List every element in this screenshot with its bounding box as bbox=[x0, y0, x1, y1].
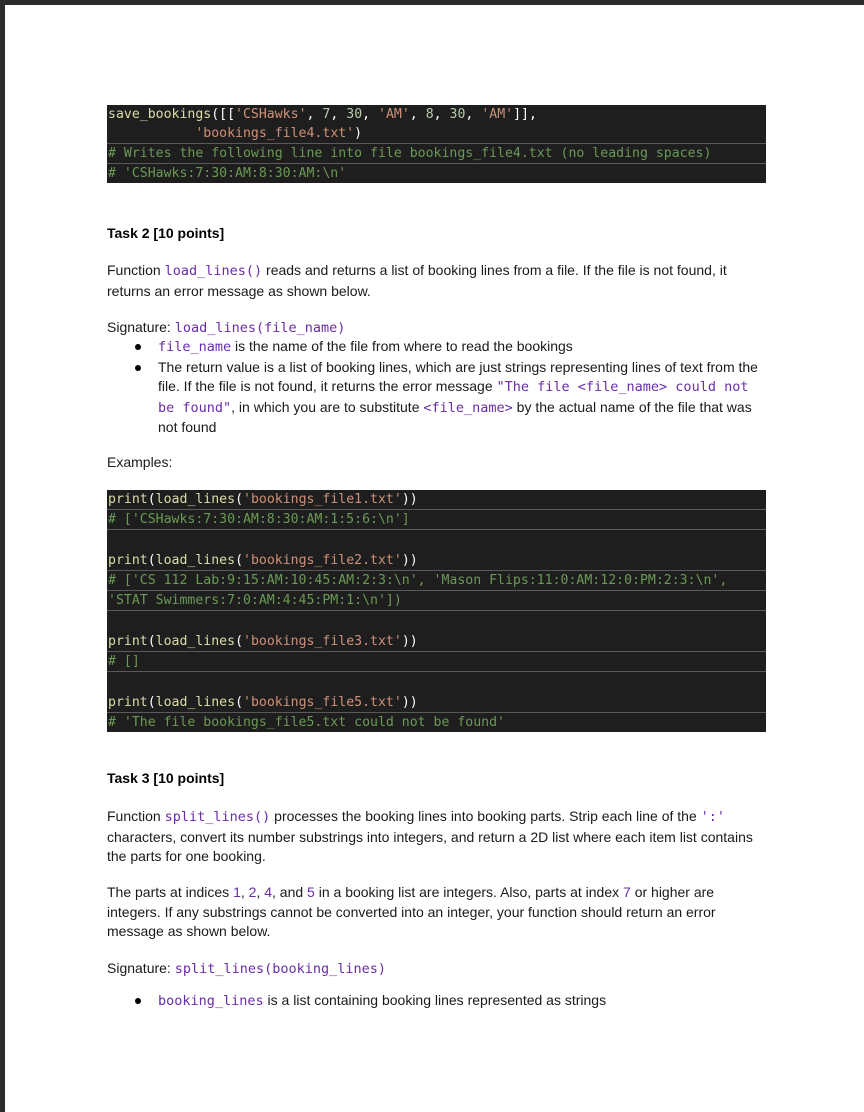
code-comment bbox=[107, 591, 766, 611]
code-line bbox=[107, 551, 766, 570]
code-token: , bbox=[306, 107, 323, 122]
bullet-icon bbox=[135, 998, 141, 1004]
code-comment bbox=[107, 570, 766, 591]
code-token: , bbox=[362, 107, 379, 122]
code-token: # [] bbox=[108, 654, 140, 669]
code-token: ( bbox=[235, 634, 244, 649]
code-token: # Writes the following line into file bookings_file4.txt (no leading spaces) bbox=[108, 146, 712, 161]
code-token: )) bbox=[401, 492, 418, 507]
text-run: by the actual name of the file that was not found bbox=[158, 398, 752, 435]
list-item bbox=[107, 358, 758, 438]
text-run: characters, convert its number substrings into integers, and return a 2D list where each item list contains the parts for one booking. bbox=[107, 828, 753, 864]
code-token: ( bbox=[235, 695, 244, 710]
index-number: 5 bbox=[307, 884, 315, 900]
code-gap bbox=[107, 611, 766, 632]
text-run: processes the booking lines into booking parts. Strip each line of the bbox=[270, 808, 701, 824]
examples-label: Examples: bbox=[107, 454, 173, 470]
task2-bullet-list bbox=[107, 337, 758, 438]
code-token: ) bbox=[354, 126, 363, 141]
bullet-icon bbox=[135, 344, 141, 350]
code-token: load_lines bbox=[155, 553, 236, 568]
index-number: 4 bbox=[264, 884, 273, 900]
code-indent bbox=[108, 126, 195, 141]
code-token: save_bookings bbox=[108, 107, 212, 122]
bullet-icon bbox=[135, 365, 141, 371]
code-token: ( bbox=[147, 634, 156, 649]
document-page bbox=[5, 5, 864, 1112]
code-token: , bbox=[465, 107, 482, 122]
text-run: , and bbox=[272, 884, 308, 900]
index-number: 2 bbox=[248, 884, 257, 900]
code-token: load_lines bbox=[155, 634, 236, 649]
code-token: 'AM' bbox=[481, 107, 514, 122]
text-run: Function bbox=[107, 262, 165, 278]
code-token: print bbox=[108, 492, 148, 507]
code-token: ]], bbox=[513, 107, 537, 122]
code-token: , bbox=[330, 107, 347, 122]
task2-signature bbox=[107, 318, 757, 339]
task3-bullet-list bbox=[107, 991, 758, 1012]
code-token: print bbox=[108, 553, 148, 568]
code-token: ( bbox=[147, 492, 156, 507]
task3-parts-paragraph bbox=[107, 883, 757, 942]
code-token: 30 bbox=[449, 107, 466, 122]
text-run: or higher are integers. If any substrings cannot be converted into an integer, your function should return an error message as shown below. bbox=[107, 884, 716, 939]
code-token: 8 bbox=[425, 107, 434, 122]
text-run: The return value is a list of booking lines, which are just strings representing lines of text from the file. If the file is not found, it returns the error message bbox=[158, 358, 758, 394]
text-run: Signature: bbox=[107, 319, 175, 335]
code-token: 7 bbox=[322, 107, 331, 122]
code-line bbox=[107, 632, 766, 651]
inline-code: ':' bbox=[700, 809, 726, 825]
code-token: 'CSHawks' bbox=[235, 107, 307, 122]
text-run: The parts at indices bbox=[107, 884, 234, 900]
code-comment bbox=[107, 164, 766, 183]
task3-signature bbox=[107, 959, 757, 980]
code-gap bbox=[107, 530, 766, 551]
code-gap bbox=[107, 672, 766, 693]
text-run: in a booking list are integers. Also, parts at index bbox=[314, 884, 624, 900]
text-run: Function bbox=[107, 808, 165, 824]
code-block-load-lines-examples bbox=[107, 490, 766, 732]
inline-code: load_lines(file_name) bbox=[174, 320, 346, 336]
code-line bbox=[107, 490, 766, 509]
code-token: 'bookings_file5.txt' bbox=[243, 695, 402, 710]
code-token: 'bookings_file3.txt' bbox=[243, 634, 402, 649]
code-token: ( bbox=[235, 553, 244, 568]
code-token: ( bbox=[235, 492, 244, 507]
text-run: is a list containing booking lines represented as strings bbox=[263, 992, 607, 1008]
code-line bbox=[107, 693, 766, 712]
code-token: 'bookings_file2.txt' bbox=[243, 553, 402, 568]
code-token: print bbox=[108, 695, 148, 710]
text-run: , in which you are to substitute bbox=[231, 398, 424, 415]
text-run: is the name of the file from where to read the bookings bbox=[231, 338, 573, 354]
task3-intro bbox=[107, 807, 757, 867]
code-token: 'bookings_file1.txt' bbox=[243, 492, 402, 507]
code-token: )) bbox=[401, 695, 418, 710]
code-token: )) bbox=[401, 634, 418, 649]
text-run: Signature: bbox=[107, 960, 175, 976]
text-run: , bbox=[256, 884, 265, 900]
code-token: , bbox=[409, 107, 426, 122]
task2-heading: Task 2 [10 points] bbox=[107, 225, 225, 241]
index-number: 7 bbox=[623, 884, 631, 900]
code-token: # ['CSHawks:7:30:AM:8:30:AM:1:5:6:\n'] bbox=[108, 512, 410, 527]
code-token: load_lines bbox=[155, 492, 236, 507]
code-token: ([[ bbox=[211, 107, 236, 122]
code-token: 30 bbox=[346, 107, 363, 122]
inline-code: split_lines() bbox=[164, 809, 271, 825]
inline-code: <file_name> bbox=[423, 399, 513, 416]
code-token: ( bbox=[147, 695, 156, 710]
task3-heading: Task 3 [10 points] bbox=[107, 770, 225, 786]
list-item bbox=[107, 337, 758, 358]
inline-code: booking_lines bbox=[158, 993, 264, 1009]
code-line bbox=[107, 105, 766, 124]
task2-intro bbox=[107, 261, 757, 301]
code-comment bbox=[107, 712, 766, 732]
code-block-save-bookings bbox=[107, 105, 766, 183]
code-token: 'STAT Swimmers:7:0:AM:4:45:PM:1:\n']) bbox=[108, 593, 402, 608]
code-token: )) bbox=[401, 553, 418, 568]
code-token: load_lines bbox=[155, 695, 236, 710]
list-item bbox=[107, 991, 758, 1012]
inline-code: load_lines() bbox=[164, 263, 263, 279]
inline-code: "The file <file_name> could not be found" bbox=[158, 379, 749, 416]
code-token: print bbox=[108, 634, 148, 649]
inline-code: file_name bbox=[158, 339, 232, 355]
inline-code: split_lines(booking_lines) bbox=[174, 961, 387, 977]
code-token: 'bookings_file4.txt' bbox=[195, 126, 355, 141]
code-token: # 'CSHawks:7:30:AM:8:30:AM:\n' bbox=[108, 166, 347, 181]
code-token: ( bbox=[147, 553, 156, 568]
code-comment bbox=[107, 651, 766, 672]
text-run: reads and returns a list of booking lines from a file. If the file is not found, it returns an error message as shown below. bbox=[107, 262, 727, 299]
code-line bbox=[107, 124, 766, 143]
code-comment bbox=[107, 143, 766, 164]
code-token: # ['CS 112 Lab:9:15:AM:10:45:AM:2:3:\n', 'Mason Flips:11:0:AM:12:0:PM:2:3:\n', bbox=[108, 573, 728, 588]
index-number: 1 bbox=[233, 884, 241, 900]
code-token: 'AM' bbox=[378, 107, 410, 122]
code-comment bbox=[107, 509, 766, 530]
code-token: , bbox=[433, 107, 450, 122]
code-token: # 'The file bookings_file5.txt could not be found' bbox=[108, 715, 505, 730]
text-run: , bbox=[240, 884, 249, 900]
